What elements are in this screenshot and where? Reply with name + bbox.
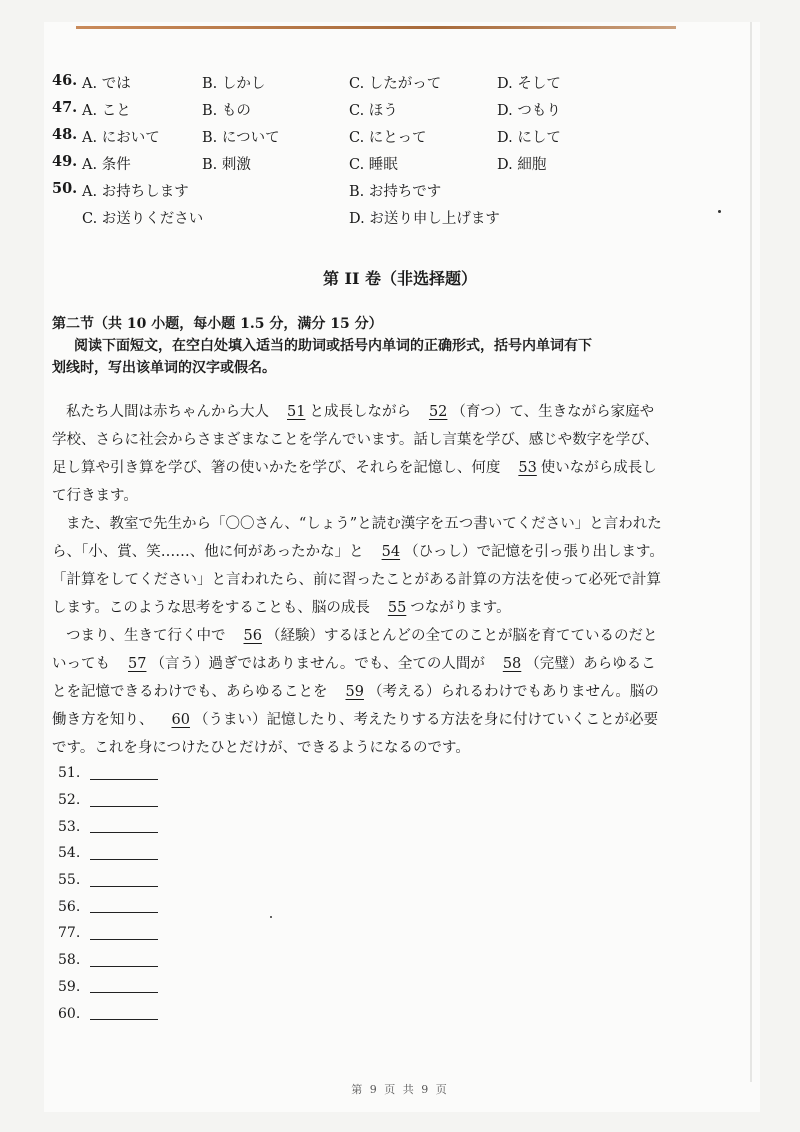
answer-label: 77. — [58, 925, 81, 942]
answer-blank[interactable] — [90, 1007, 158, 1020]
option-d: D. お送り申し上げます — [349, 211, 500, 227]
instructions-line-1: 阅读下面短文，在空白处填入适当的助词或括号内单词的正确形式，括号内单词有下 — [74, 338, 592, 354]
answer-label: 56. — [58, 898, 81, 915]
option-c: C. したがって — [349, 76, 442, 92]
option-d: D. 細胞 — [497, 157, 547, 173]
answer-row — [58, 974, 158, 1001]
option-c: C. お送りください — [82, 211, 204, 227]
text: （うまい）記憶したり、考えたりする方法を身に付けていくことが必要です。これを身につけたひとだけが、できるようになるのです。 — [52, 712, 658, 756]
answer-row — [58, 840, 158, 867]
option-b: B. しかし — [202, 76, 266, 92]
question-number: 46. — [52, 72, 78, 89]
option-d: D. つもり — [497, 103, 561, 119]
answer-row — [58, 813, 158, 840]
scan-speck — [270, 916, 272, 918]
question-number: 50. — [52, 180, 78, 197]
text: （育つ）て、生きながら家庭や学校、さらに社会からさまざまなことを学んでいます。話し言葉を学び、感じや数字を学び、足し算や引き算を学び、箸の使いかたを学び、それらを記憶し、何度 — [52, 404, 659, 476]
option-c: C. ほう — [349, 103, 398, 119]
question-number: 49. — [52, 153, 78, 170]
answer-blank[interactable] — [90, 954, 158, 967]
answer-label: 54. — [58, 845, 81, 862]
choice-row-50b — [52, 207, 612, 234]
option-b: B. もの — [202, 103, 251, 119]
section-title: 第 II 卷（非选择题） — [322, 269, 478, 288]
blank-52: 52 — [428, 404, 448, 420]
answer-blank[interactable] — [90, 874, 158, 887]
answer-row — [58, 893, 158, 920]
answer-label: 60. — [58, 1005, 81, 1022]
answer-lines — [58, 760, 158, 1027]
option-b: B. 刺激 — [202, 157, 251, 173]
option-c: C. 睡眠 — [349, 157, 398, 173]
answer-label: 58. — [58, 952, 81, 969]
paragraph-2 — [52, 510, 664, 622]
text: つまり、生きて行く中で — [66, 628, 226, 644]
option-a: A. お持ちします — [82, 184, 189, 200]
choice-row-46 — [52, 72, 612, 99]
option-d: D. にして — [497, 130, 561, 146]
blank-55: 55 — [387, 600, 407, 616]
answer-blank[interactable] — [90, 820, 158, 833]
answer-blank[interactable] — [90, 794, 158, 807]
blank-54: 54 — [381, 544, 401, 560]
text: するほとんどの全てのことが脳を育てているのだといっても — [52, 628, 658, 672]
word-56: （経験） — [265, 628, 324, 644]
instructions — [52, 313, 652, 379]
reading-passage — [52, 398, 664, 762]
page-footer: 第 9 页 共 9 页 — [351, 1083, 449, 1096]
blank-57: 57 — [128, 656, 147, 672]
text: 私たち人間は赤ちゃんから大人 — [66, 404, 269, 420]
blank-60: 60 — [171, 712, 190, 728]
blank-56: 56 — [243, 628, 262, 644]
answer-label: 59. — [58, 978, 81, 995]
choice-row-48 — [52, 126, 612, 153]
header-rule — [76, 26, 676, 29]
option-d: D. そして — [497, 76, 561, 92]
text: （言う）過ぎではありません。でも、全ての人間が — [150, 656, 485, 672]
blank-53: 53 — [518, 460, 537, 476]
answer-label: 51. — [58, 765, 81, 782]
answer-blank[interactable] — [90, 767, 158, 780]
choice-row-47 — [52, 99, 612, 126]
word-54: （ひっし） — [404, 544, 477, 560]
choice-row-49 — [52, 153, 612, 180]
text: また、教室で先生から「〇〇さん、“しょう”と読む漢字を五つ書いてください」と言われたら、「小、賞、笑……、他に何があったかな」と — [52, 516, 662, 560]
option-a: A. では — [82, 76, 131, 92]
blank-59: 59 — [345, 684, 364, 700]
answer-row — [58, 787, 158, 814]
option-a: A. こと — [82, 103, 131, 119]
answer-row — [58, 867, 158, 894]
answer-blank[interactable] — [90, 847, 158, 860]
answer-blank[interactable] — [90, 900, 158, 913]
option-c: C. にとって — [349, 130, 427, 146]
option-b: B. お持ちです — [349, 184, 442, 200]
paragraph-3 — [52, 622, 664, 762]
blank-58: 58 — [502, 656, 522, 672]
answer-row — [58, 1000, 158, 1027]
answer-label: 55. — [58, 872, 81, 889]
question-number: 47. — [52, 99, 78, 116]
answer-blank[interactable] — [90, 927, 158, 940]
page-edge-shadow — [750, 22, 752, 1082]
choices-block — [52, 72, 612, 234]
answer-row — [58, 947, 158, 974]
option-b: B. について — [202, 130, 280, 146]
answer-row — [58, 760, 158, 787]
text: と成長しながら — [309, 404, 411, 420]
text: で記憶を引っ張り出します。「計算をしてください」と言われたら、前に習ったことがある計算の方法を使って必死で計算します。このような思考をすることも、脳の成長 — [52, 544, 664, 616]
blank-51: 51 — [287, 404, 306, 420]
text: 使いながら成長して行きます。 — [52, 460, 657, 504]
text: つながります。 — [410, 600, 511, 616]
answer-row — [58, 920, 158, 947]
question-number: 48. — [52, 126, 78, 143]
option-a: A. 条件 — [82, 157, 131, 173]
choice-row-50a — [52, 180, 612, 207]
instructions-line-2: 划线时，写出该单词的汉字或假名。 — [52, 360, 276, 376]
text: （完璧）あらゆることを記憶できるわけでも、あらゆることを — [52, 656, 656, 700]
answer-label: 52. — [58, 792, 81, 809]
paragraph-1 — [52, 398, 664, 510]
text: （考える）られるわけでもありません。脳の働き方を知り、 — [52, 684, 659, 728]
answer-label: 53. — [58, 818, 81, 835]
scan-speck — [718, 210, 721, 213]
answer-blank[interactable] — [90, 980, 158, 993]
instructions-heading: 第二节（共 10 小题，每小题 1.5 分，满分 15 分） — [52, 316, 383, 332]
option-a: A. において — [82, 130, 160, 146]
